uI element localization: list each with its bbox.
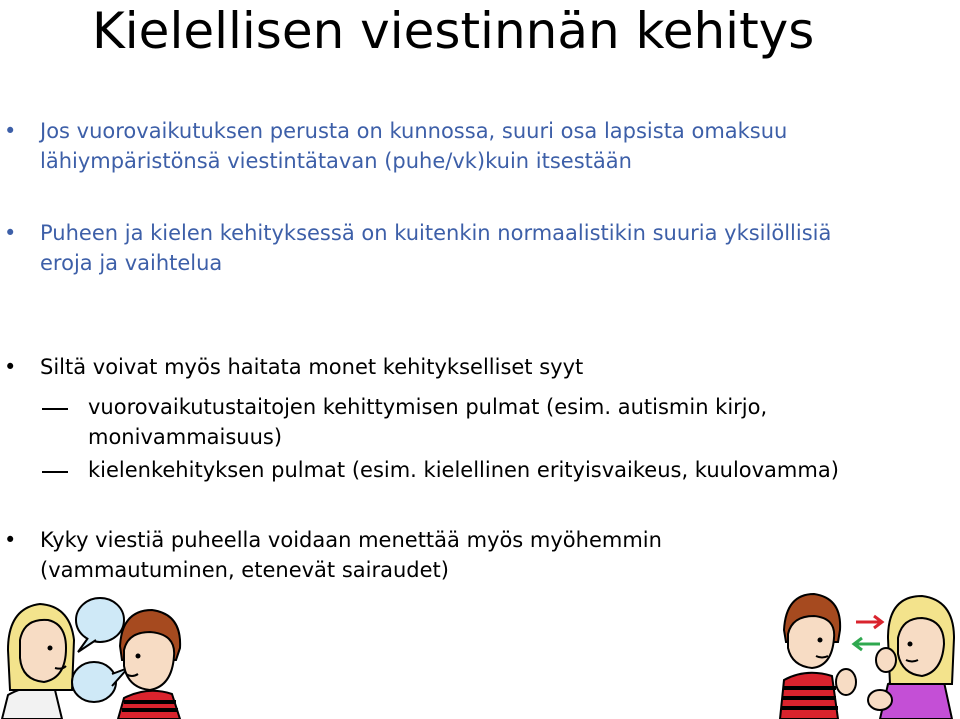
exchange-arrows-icon <box>854 616 882 650</box>
boy-figure <box>780 594 856 719</box>
bullet-item-3 <box>40 352 945 382</box>
signing-children-icon <box>776 588 960 719</box>
speaking-children-icon <box>0 590 190 719</box>
subbullet-line: kielenkehityksen pulmat (esim. kielellinen erityisvaikeus, kuulovamma) <box>88 458 839 482</box>
subbullet-line: monivammaisuus) <box>88 425 283 449</box>
bullet-line: lähiympäristönsä viestintätavan (puhe/vk)kuin itsestään <box>40 149 632 173</box>
subbullet-line: vuorovaikutustaitojen kehittymisen pulmat (esim. autismin kirjo, <box>88 395 768 419</box>
girl-figure <box>868 596 954 719</box>
girl-figure <box>2 604 74 719</box>
bullet-item-1 <box>40 116 945 176</box>
bullet-line: • Jos vuorovaikutuksen perusta on kunnossa, suuri osa lapsista omaksuu <box>40 119 788 143</box>
subbullet-item-1 <box>88 392 948 452</box>
boy-figure <box>118 610 180 719</box>
bullet-item-2 <box>40 218 945 278</box>
bullet-line: • Kyky viestiä puheella voidaan menettää myös myöhemmin <box>40 528 662 552</box>
bullet-line: • Siltä voivat myös haitata monet kehitykselliset syyt <box>40 355 584 379</box>
bullet-line: eroja ja vaihtelua <box>40 251 223 275</box>
bullet-line: • Puheen ja kielen kehityksessä on kuitenkin normaalistikin suuria yksilöllisiä <box>40 221 832 245</box>
bullet-item-4 <box>40 525 945 585</box>
page-title: Kielellisen viestinnän kehitys <box>92 2 815 60</box>
subbullet-item-2 <box>88 455 948 485</box>
bullet-line: (vammautuminen, etenevät sairaudet) <box>40 558 449 582</box>
